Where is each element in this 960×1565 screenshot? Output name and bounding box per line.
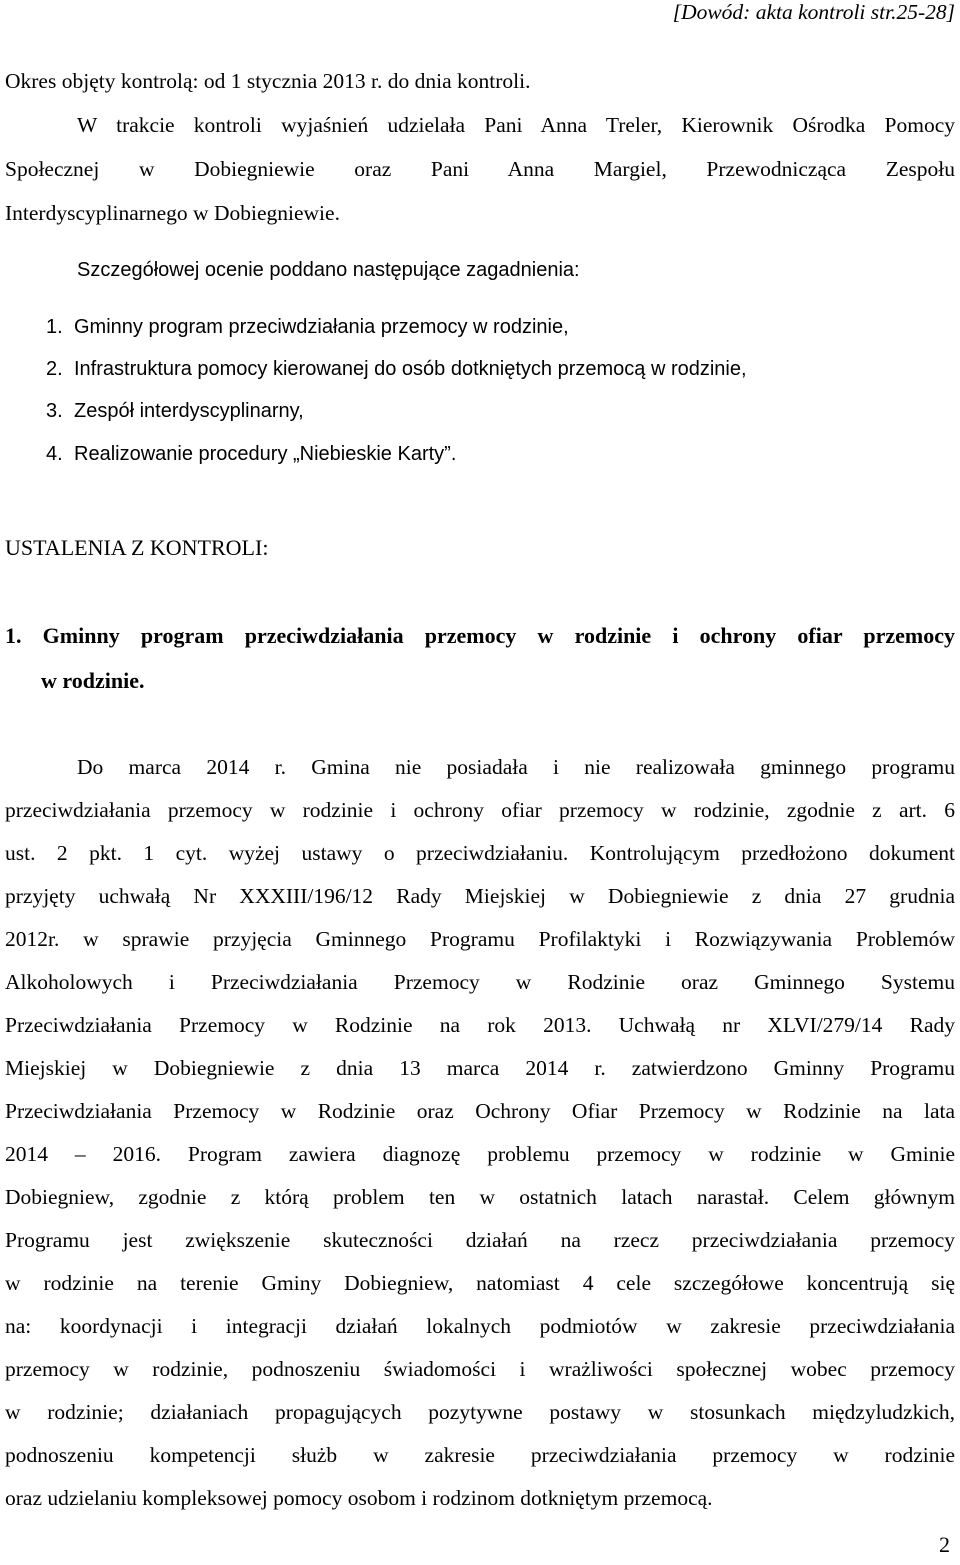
paragraph-line: w rodzinie na terenie Gminy Dobiegniew, natomiast 4 cele szczegółowe koncentrują się <box>5 1271 955 1295</box>
control-period: Okres objęty kontrolą: od 1 stycznia 2013 r. do dnia kontroli. <box>5 69 531 93</box>
paragraph-line: w rodzinie; działaniach propagujących pozytywne postawy w stosunkach międzyludzkich, <box>5 1400 955 1424</box>
explanations-line-2: Społecznej w Dobiegniewie oraz Pani Anna Margiel, Przewodnicząca Zespołu <box>5 157 955 181</box>
section-1-title-line-2: w rodzinie. <box>41 668 145 693</box>
section-1-title-line-1: 1. Gminny program przeciwdziałania przemocy w rodzinie i ochrony ofiar przemocy <box>5 623 955 648</box>
paragraph-line: Dobiegniew, zgodnie z którą problem ten w ostatnich latach narastał. Celem głównym <box>5 1185 955 1209</box>
issue-text: Gminny program przeciwdziałania przemocy w rodzinie, <box>74 316 569 338</box>
paragraph-line: podnoszeniu kompetencji służb w zakresie przeciwdziałania przemocy w rodzinie <box>5 1443 955 1467</box>
paragraph-line: Przeciwdziałania Przemocy w Rodzinie na rok 2013. Uchwałą nr XLVI/279/14 Rady <box>5 1013 955 1037</box>
paragraph-line: Programu jest zwiększenie skuteczności działań na rzecz przeciwdziałania przemocy <box>5 1228 955 1252</box>
issue-number: 1. <box>46 316 63 338</box>
issue-text: Infrastruktura pomocy kierowanej do osób dotkniętych przemocą w rodzinie, <box>74 358 747 380</box>
paragraph-line: 2014 – 2016. Program zawiera diagnozę problemu przemocy w rodzinie w Gminie <box>5 1142 955 1166</box>
paragraph-line: na: koordynacji i integracji działań lokalnych podmiotów w zakresie przeciwdziałania <box>5 1314 955 1338</box>
issue-number: 2. <box>46 358 63 380</box>
issue-item-2 <box>46 356 955 382</box>
paragraph-line: ust. 2 pkt. 1 cyt. wyżej ustawy o przeciwdziałaniu. Kontrolującym przedłożono dokument <box>5 841 955 865</box>
paragraph-line: przeciwdziałania przemocy w rodzinie i ochrony ofiar przemocy w rodzinie, zgodnie z art. 6 <box>5 798 955 822</box>
page-number: 2 <box>939 1532 950 1557</box>
issue-text: Realizowanie procedury „Niebieskie Karty”. <box>74 443 457 465</box>
explanations-line-3: Interdyscyplinarnego w Dobiegniewie. <box>5 201 340 225</box>
paragraph-line: Miejskiej w Dobiegniewie z dnia 13 marca 2014 r. zatwierdzono Gminny Programu <box>5 1056 955 1080</box>
paragraph-line: oraz udzielaniu kompleksowej pomocy osobom i rodzinom dotkniętym przemocą. <box>5 1486 713 1510</box>
paragraph-line: przyjęty uchwałą Nr XXXIII/196/12 Rady Miejskiej w Dobiegniewie z dnia 27 grudnia <box>5 884 955 908</box>
explanations-line-1: W trakcie kontroli wyjaśnień udzielała Pani Anna Treler, Kierownik Ośrodka Pomocy <box>77 113 955 137</box>
issue-text: Zespół interdyscyplinarny, <box>74 400 304 422</box>
paragraph-line: 2012r. w sprawie przyjęcia Gminnego Programu Profilaktyki i Rozwiązywania Problemów <box>5 927 955 951</box>
issue-item-3 <box>46 398 955 424</box>
evidence-reference: [Dowód: akta kontroli str.25-28] <box>672 0 955 24</box>
issue-number: 4. <box>46 443 63 465</box>
paragraph-line: Przeciwdziałania Przemocy w Rodzinie oraz Ochrony Ofiar Przemocy w Rodzinie na lata <box>5 1099 955 1123</box>
findings-heading: USTALENIA Z KONTROLI: <box>5 535 269 560</box>
issue-item-4 <box>46 441 955 467</box>
paragraph-line: przemocy w rodzinie, podnoszeniu świadomości i wrażliwości społecznej wobec przemocy <box>5 1357 955 1381</box>
issue-number: 3. <box>46 400 63 422</box>
paragraph-line: Do marca 2014 r. Gmina nie posiadała i nie realizowała gminnego programu <box>77 755 955 779</box>
issue-item-1 <box>46 314 955 340</box>
paragraph-line: Alkoholowych i Przeciwdziałania Przemocy w Rodzinie oraz Gminnego Systemu <box>5 970 955 994</box>
issues-lead: Szczegółowej ocenie poddano następujące zagadnienia: <box>77 259 580 281</box>
